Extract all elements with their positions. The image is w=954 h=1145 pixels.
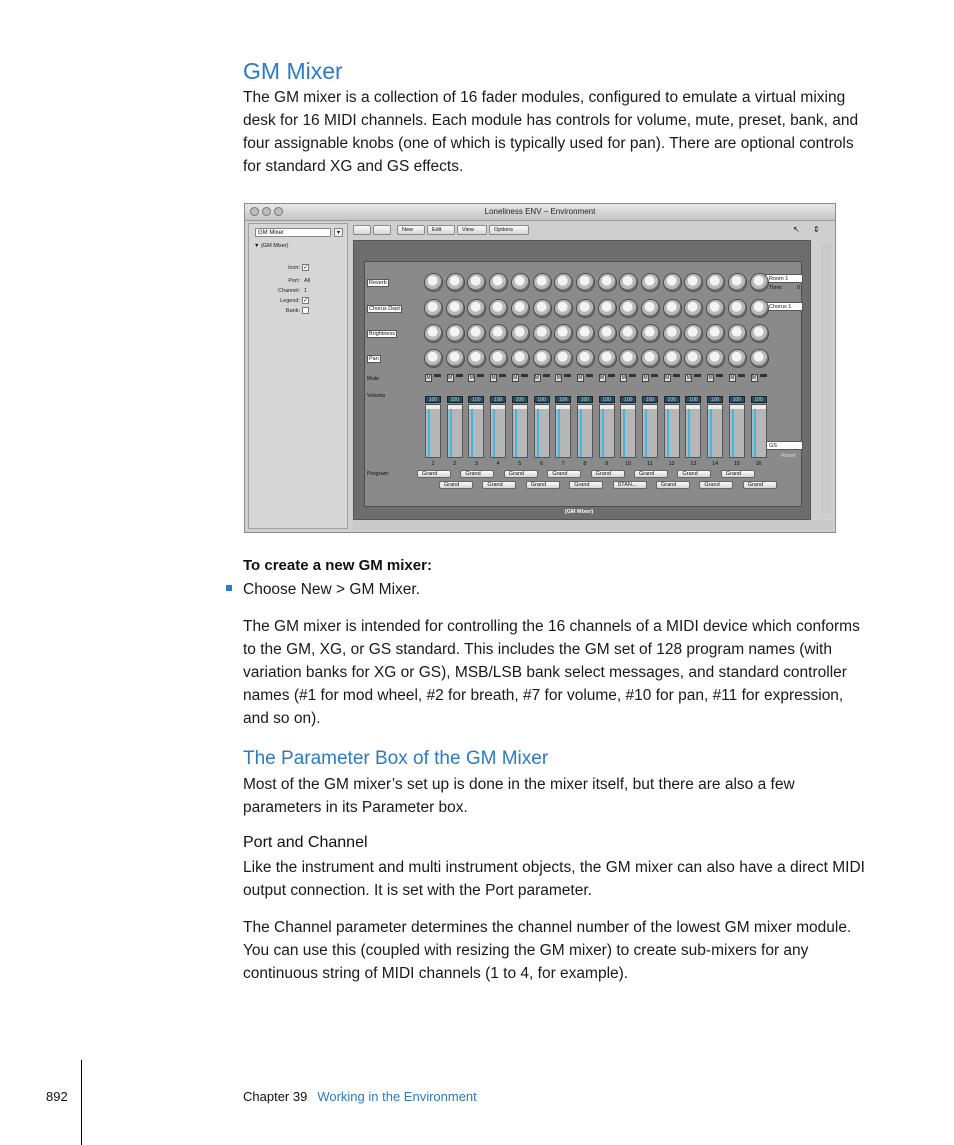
mute-button[interactable]: M [534, 375, 540, 381]
mute-button[interactable]: M [708, 375, 713, 381]
program-menu[interactable]: STAN... [613, 481, 647, 489]
fader-level [428, 407, 430, 457]
fader-level [450, 407, 452, 457]
fader-cap[interactable] [513, 405, 527, 409]
fader-level [732, 407, 734, 457]
param-row [252, 276, 346, 286]
fader-cap[interactable] [556, 405, 570, 409]
fader-cap[interactable] [578, 405, 592, 409]
mute-indicator [629, 374, 636, 377]
layer-field[interactable]: GM Mixer [255, 228, 331, 237]
mute-indicator [477, 374, 484, 377]
channel-number: 7 [561, 461, 565, 467]
controller-knob[interactable] [707, 325, 724, 342]
controller-knob[interactable] [685, 274, 702, 291]
paragraph-4: Like the instrument and multi instrument objects, the GM mixer can also have a direct MIDI output connection. It is set with the Port parameter. [243, 859, 865, 899]
param-value[interactable]: 1 [304, 288, 308, 294]
link-button[interactable] [353, 225, 371, 235]
program-menu[interactable]: Grand [526, 481, 560, 489]
mute-indicator [521, 374, 528, 377]
controller-knob[interactable] [664, 325, 681, 342]
page-heading: GM Mixer [243, 58, 343, 84]
paragraph-3: Most of the GM mixer’s set up is done in the mixer itself, but there are also a few parameters in its Parameter box. [243, 776, 795, 816]
channel-number: 6 [539, 461, 544, 467]
window-title: Loneliness ENV – Environment [484, 207, 596, 216]
program-menu[interactable]: Grand [591, 470, 625, 478]
fader-level [645, 407, 647, 457]
gm-mixer-object [353, 240, 811, 520]
fader-cap[interactable] [448, 405, 462, 409]
vertical-scrollbar[interactable] [821, 244, 831, 514]
controller-knob[interactable] [620, 300, 637, 317]
controller-knob[interactable] [685, 300, 702, 317]
fader-level [515, 407, 517, 457]
fader-cap[interactable] [491, 405, 505, 409]
create-heading: To create a new GM mixer: [243, 557, 432, 574]
mute-button[interactable]: M [513, 375, 518, 381]
volume-readout[interactable]: 100 [534, 396, 550, 403]
controller-knob[interactable] [447, 350, 464, 367]
channel-number: 5 [518, 461, 522, 467]
controller-knob[interactable] [512, 300, 529, 317]
volume-readout[interactable]: 100 [685, 396, 701, 403]
time-value[interactable]: 0 [797, 285, 801, 291]
menu-new[interactable]: New [397, 225, 425, 235]
param-checkbox[interactable]: ✓ [303, 265, 309, 271]
mixer-name-label: (GM Mixer) [564, 509, 594, 515]
channel-number: 14 [712, 461, 719, 467]
environment-window-screenshot [244, 203, 836, 533]
controller-knob[interactable] [599, 350, 616, 367]
param-label: Bank: [285, 308, 300, 314]
fader-cap[interactable] [600, 405, 614, 409]
toolbar [353, 223, 833, 237]
volume-fader[interactable] [512, 404, 528, 458]
zoom-tool-icon[interactable]: ⇕ [813, 225, 820, 234]
brightness-label: Brightness [369, 331, 395, 337]
volume-readout[interactable]: 100 [599, 396, 615, 403]
controller-knob[interactable] [577, 325, 594, 342]
gm-mixer-panel [364, 261, 802, 507]
volume-readout[interactable]: 100 [707, 396, 723, 403]
fader-level [623, 407, 625, 457]
program-menu[interactable]: Grand [634, 470, 668, 478]
volume-fader[interactable] [685, 404, 701, 458]
channel-number: 16 [755, 461, 762, 467]
volume-readout[interactable]: 100 [447, 396, 463, 403]
controller-knob[interactable] [425, 274, 442, 291]
palette-button[interactable] [373, 225, 391, 235]
program-menu[interactable]: Grand [547, 470, 581, 478]
volume-readout[interactable]: 100 [729, 396, 745, 403]
controller-knob[interactable] [751, 300, 768, 317]
program-menu[interactable]: Grand [504, 470, 538, 478]
fader-cap[interactable] [665, 405, 679, 409]
mute-indicator [499, 374, 506, 377]
channel-number: 9 [605, 461, 609, 467]
controller-knob[interactable] [577, 300, 594, 317]
fader-cap[interactable] [535, 405, 549, 409]
param-row [252, 296, 346, 306]
fader-level [710, 407, 712, 457]
page-number: 892 [46, 1089, 68, 1104]
fader-level [688, 407, 690, 457]
volume-label: Volume [367, 393, 386, 399]
mute-indicator [738, 374, 745, 377]
menu-edit[interactable]: Edit [427, 225, 455, 235]
param-row [252, 306, 346, 316]
mute-indicator [694, 374, 701, 377]
horizontal-scrollbar[interactable] [353, 520, 833, 530]
mute-button[interactable]: M [643, 375, 648, 381]
volume-readout[interactable]: 100 [642, 396, 658, 403]
mute-button[interactable]: M [469, 375, 474, 381]
controller-knob[interactable] [577, 274, 594, 291]
volume-fader[interactable] [534, 404, 550, 458]
channel-number: 11 [647, 461, 653, 467]
layer-dropdown-button[interactable]: ▾ [334, 228, 343, 237]
mute-indicator [608, 374, 615, 377]
controller-knob[interactable] [468, 325, 485, 342]
controller-knob[interactable] [729, 274, 746, 291]
volume-readout[interactable]: 100 [620, 396, 636, 403]
controller-knob[interactable] [512, 274, 529, 291]
controller-knob[interactable] [751, 350, 768, 367]
controller-knob[interactable] [599, 300, 616, 317]
controller-knob[interactable] [642, 274, 659, 291]
volume-fader[interactable] [425, 404, 441, 458]
controller-knob[interactable] [620, 325, 637, 342]
controller-knob[interactable] [751, 274, 768, 291]
controller-knob[interactable] [555, 300, 572, 317]
controller-knob[interactable] [468, 300, 485, 317]
volume-readout[interactable]: 100 [425, 396, 441, 403]
volume-readout[interactable]: 100 [512, 396, 528, 403]
volume-fader[interactable] [447, 404, 463, 458]
program-label: Program [367, 471, 389, 477]
controller-knob[interactable] [707, 300, 724, 317]
chorus-label: Chorus Dept [369, 306, 400, 312]
mute-button[interactable]: M [665, 375, 670, 381]
controller-knob[interactable] [642, 300, 659, 317]
controller-knob[interactable] [555, 350, 572, 367]
footer-chapter [243, 1089, 477, 1104]
fader-cap[interactable] [426, 405, 440, 409]
controller-knob[interactable] [534, 274, 551, 291]
param-label: Channel: [277, 288, 300, 294]
param-checkbox[interactable]: ✓ [303, 298, 309, 304]
controller-knob[interactable] [468, 274, 485, 291]
param-row [252, 286, 346, 296]
mute-button[interactable]: M [556, 375, 561, 381]
controller-knob[interactable] [490, 325, 507, 342]
controller-knob[interactable] [620, 350, 637, 367]
controller-knob[interactable] [729, 300, 746, 317]
controller-knob[interactable] [468, 350, 485, 367]
time-label: Time: [769, 285, 783, 291]
mute-button[interactable]: M [730, 375, 735, 381]
volume-fader[interactable] [577, 404, 593, 458]
controller-knob[interactable] [685, 350, 702, 367]
mute-indicator [586, 374, 593, 377]
mute-indicator [651, 374, 658, 377]
program-menu[interactable]: Grand [569, 481, 603, 489]
volume-fader[interactable] [664, 404, 680, 458]
volume-fader[interactable] [729, 404, 745, 458]
object-name[interactable]: ▼ (GM Mixer) [254, 243, 289, 249]
channel-number: 10 [625, 461, 632, 467]
controller-knob[interactable] [664, 350, 681, 367]
fader-level [558, 407, 560, 457]
fader-cap[interactable] [686, 405, 700, 409]
mute-button[interactable]: M [621, 375, 626, 381]
program-menu[interactable]: Grand [699, 481, 733, 489]
param-value[interactable]: All [304, 278, 311, 284]
volume-readout[interactable]: 100 [751, 396, 767, 403]
fader-level [754, 407, 756, 457]
channel-number: 8 [583, 461, 587, 467]
volume-fader[interactable] [468, 404, 484, 458]
mute-button[interactable]: M [600, 375, 605, 381]
mute-indicator [543, 374, 550, 377]
controller-knob[interactable] [447, 300, 464, 317]
pointer-tool-icon[interactable]: ↖ [793, 225, 800, 234]
fader-level [537, 407, 539, 457]
program-menu[interactable]: Grand [743, 481, 777, 489]
reverb-label: Reverb [369, 280, 387, 286]
mute-indicator [673, 374, 680, 377]
fader-level [493, 407, 495, 457]
fader-cap[interactable] [469, 405, 483, 409]
controller-knob[interactable] [425, 325, 442, 342]
channel-number: 12 [668, 461, 675, 467]
chapter-number: Chapter 39 [243, 1089, 308, 1104]
controller-knob[interactable] [729, 350, 746, 367]
mute-button[interactable]: M [686, 375, 691, 381]
param-label: Icon: [288, 265, 300, 271]
controller-knob[interactable] [685, 325, 702, 342]
controller-knob[interactable] [555, 274, 572, 291]
controller-knob[interactable] [599, 325, 616, 342]
controller-knob[interactable] [534, 325, 551, 342]
channel-number: 4 [496, 461, 500, 467]
controller-knob[interactable] [577, 350, 594, 367]
controller-knob[interactable] [490, 300, 507, 317]
controller-knob[interactable] [534, 300, 551, 317]
bullet-text: Choose New > GM Mixer. [243, 581, 421, 598]
menu-options[interactable]: Options [489, 225, 529, 235]
program-menu[interactable]: Grand [439, 481, 473, 489]
controller-knob[interactable] [512, 350, 529, 367]
fader-level [602, 407, 604, 457]
volume-fader[interactable] [707, 404, 723, 458]
controller-knob[interactable] [620, 274, 637, 291]
bullet-marker [226, 585, 232, 591]
fader-cap[interactable] [643, 405, 657, 409]
volume-readout[interactable]: 100 [577, 396, 593, 403]
program-menu[interactable]: Grand [656, 481, 690, 489]
channel-number: 15 [733, 461, 740, 467]
fader-cap[interactable] [752, 405, 766, 409]
controller-knob[interactable] [447, 274, 464, 291]
volume-fader[interactable] [642, 404, 658, 458]
controller-knob[interactable] [534, 350, 551, 367]
param-row [252, 263, 346, 273]
gs-mode-field[interactable]: GS [765, 441, 803, 450]
mute-button[interactable]: M [448, 375, 453, 381]
controller-knob[interactable] [490, 350, 507, 367]
parameter-box [248, 223, 348, 529]
controller-knob[interactable] [642, 350, 659, 367]
subheading: Port and Channel [243, 834, 368, 851]
mute-button[interactable]: M [578, 375, 583, 381]
volume-fader[interactable] [751, 404, 767, 458]
program-menu[interactable]: Grand [417, 470, 451, 478]
controller-knob[interactable] [425, 300, 442, 317]
program-menu[interactable]: Grand [482, 481, 516, 489]
mute-indicator [760, 374, 767, 377]
param-label: Port: [288, 278, 300, 284]
program-menu[interactable]: Grand [677, 470, 711, 478]
volume-readout[interactable]: 100 [664, 396, 680, 403]
volume-fader[interactable] [490, 404, 506, 458]
fader-cap[interactable] [621, 405, 635, 409]
controller-knob[interactable] [664, 274, 681, 291]
reset-button[interactable]: Reset [781, 453, 796, 459]
volume-fader[interactable] [620, 404, 636, 458]
controller-knob[interactable] [425, 350, 442, 367]
mute-indicator [456, 374, 463, 377]
param-checkbox[interactable] [302, 307, 309, 314]
volume-readout[interactable]: 100 [555, 396, 571, 403]
controller-knob[interactable] [664, 300, 681, 317]
controller-knob[interactable] [512, 325, 529, 342]
mute-button[interactable]: M [751, 375, 757, 381]
channel-number: 2 [453, 461, 457, 467]
controller-knob[interactable] [555, 325, 572, 342]
mute-label: Mute [367, 376, 380, 382]
fader-level [580, 407, 582, 457]
channel-number: 1 [431, 461, 435, 467]
controller-knob[interactable] [751, 325, 768, 342]
param-label: Legend: [280, 298, 300, 304]
mute-button[interactable]: M [426, 375, 431, 381]
program-menu[interactable]: Grand [460, 470, 494, 478]
controller-knob[interactable] [729, 325, 746, 342]
channel-number: 13 [690, 461, 697, 467]
fader-cap[interactable] [708, 405, 722, 409]
controller-knob[interactable] [707, 350, 724, 367]
fader-level [667, 407, 669, 457]
chorus-type-field[interactable]: Chorus 1 [765, 302, 803, 311]
chapter-title-link[interactable]: Working in the Environment [317, 1089, 477, 1104]
volume-fader[interactable] [555, 404, 571, 458]
fader-level [471, 407, 473, 457]
mute-button[interactable]: M [491, 375, 496, 381]
reverb-type-field[interactable]: Room 1 [765, 274, 803, 283]
paragraph-5: The Channel parameter determines the channel number of the lowest GM mixer module. You can use this (coupled with resizing the GM mixer) to create sub-mixers for any continuous string of MIDI channels (1 to 4, for example). [243, 919, 852, 982]
mute-indicator [564, 374, 571, 377]
volume-readout[interactable]: 100 [468, 396, 484, 403]
program-menu[interactable]: Grand [721, 470, 755, 478]
controller-knob[interactable] [599, 274, 616, 291]
channel-number: 3 [474, 461, 478, 467]
paragraph-2: The GM mixer is intended for controlling the 16 channels of a MIDI device which conforms to the GM, XG, or GS standard. This includes the GM set of 128 program names (with variation banks for XG or GS), MSB/LSB bank select messages, and standard controller names (#1 for mod wheel, #2 for breath, #7 for volume, #10 for pan, #11 for expression, and so on). [243, 618, 860, 727]
window-titlebar [245, 204, 835, 221]
controller-knob[interactable] [707, 274, 724, 291]
controller-knob[interactable] [490, 274, 507, 291]
fader-cap[interactable] [730, 405, 744, 409]
mute-indicator [434, 374, 441, 377]
mute-indicator [716, 374, 723, 377]
volume-fader[interactable] [599, 404, 615, 458]
volume-readout[interactable]: 100 [490, 396, 506, 403]
footer-divider [81, 1060, 82, 1145]
menu-view[interactable]: View [457, 225, 487, 235]
section-heading: The Parameter Box of the GM Mixer [243, 748, 549, 769]
controller-knob[interactable] [642, 325, 659, 342]
controller-knob[interactable] [447, 325, 464, 342]
intro-paragraph: The GM mixer is a collection of 16 fader modules, configured to emulate a virtual mixing desk for 16 MIDI channels. Each module has controls for volume, mute, preset, bank, and four assignable knobs (one of which is typically used for pan). There are optional controls for standard XG and GS effects. [243, 89, 859, 175]
pan-label: Pan [369, 356, 379, 362]
